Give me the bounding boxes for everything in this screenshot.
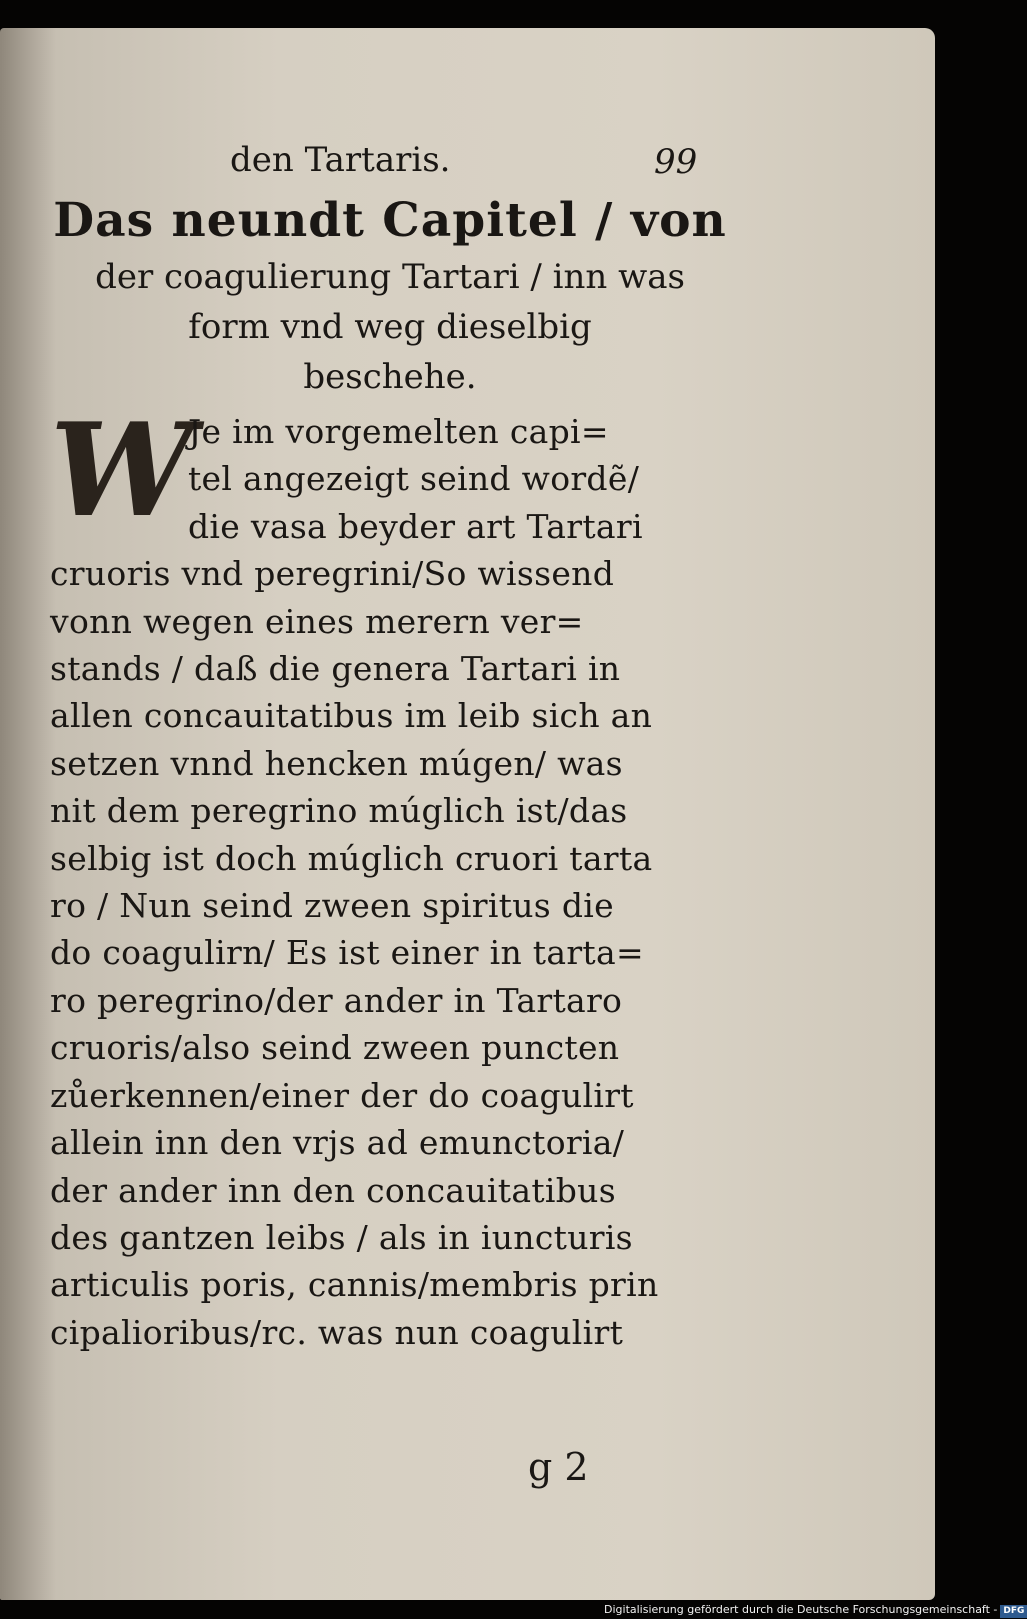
page-number: 99	[654, 142, 698, 182]
body-line: setzen vnnd hencken múgen/ was	[50, 743, 623, 783]
body-line: Je im vorgemelten capi=	[188, 412, 609, 451]
body-line: stands / daß die genera Tartari in	[50, 649, 621, 689]
body-line: der ander inn den concauitatibus	[50, 1170, 616, 1210]
running-title: den Tartaris.	[230, 140, 451, 180]
drop-cap: W	[50, 396, 195, 546]
text-block	[50, 140, 730, 1489]
body-line: cipalioribus/rc. was nun coagulirt	[50, 1312, 624, 1352]
body-line: ro peregrino/der ander in Tartaro	[50, 980, 623, 1020]
chapter-title	[50, 190, 730, 402]
body-line: nit dem peregrino múglich ist/das	[50, 791, 628, 831]
body-line: selbig ist doch múglich cruori tarta	[50, 838, 653, 878]
body-line: cruoris vnd peregrini/So wissend	[50, 554, 615, 594]
book-page	[0, 28, 935, 1600]
body-line: articulis poris, cannis/membris prin	[50, 1265, 659, 1305]
body-line: vonn wegen eines merern ver=	[50, 601, 584, 641]
body-line: tel angezeigt seind wordẽ/	[188, 459, 640, 499]
signature-mark: g 2	[528, 1445, 589, 1489]
body-line: do coagulirn/ Es ist einer in tarta=	[50, 933, 644, 973]
footer-text: Digitalisierung gefördert durch die Deutsche Forschungsgemeinschaft -	[604, 1603, 998, 1616]
body-line: ro / Nun seind zween spiritus die	[50, 886, 614, 926]
running-head	[50, 140, 730, 190]
body-line: allein inn den vrjs ad emunctoria/	[50, 1123, 625, 1163]
body-line: allen concauitatibus im leib sich an	[50, 696, 653, 736]
dfg-logo: DFG	[1000, 1605, 1027, 1618]
body-text	[50, 396, 730, 1356]
chapter-title-line-4: beschehe.	[303, 357, 477, 397]
body-line: die vasa beyder art Tartari	[188, 506, 643, 546]
body-line: des gantzen leibs / als in iuncturis	[50, 1217, 633, 1257]
chapter-title-line-2: der coagulierung Tartari / inn was	[95, 257, 685, 297]
footer-credit	[604, 1601, 1025, 1619]
chapter-title-line-3: form vnd weg dieselbig	[188, 307, 592, 347]
chapter-title-line-1: Das neundt Capitel / von	[53, 193, 727, 248]
body-line: cruoris/also seind zween puncten	[50, 1028, 620, 1068]
body-line: zůerkennen/einer der do coagulirt	[50, 1075, 634, 1115]
